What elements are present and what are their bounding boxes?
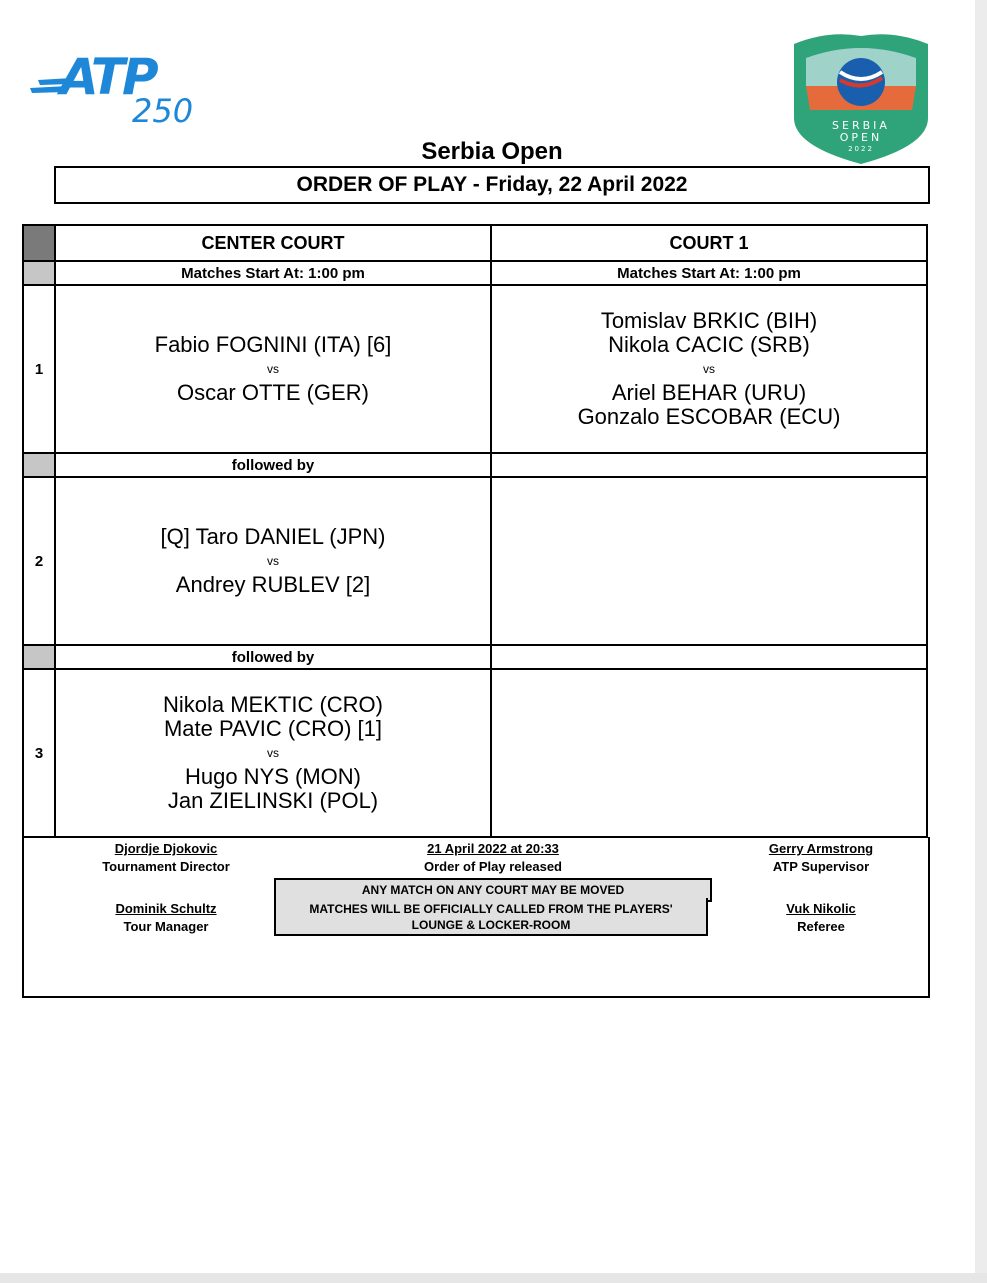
referee — [718, 901, 924, 934]
match-number: 1 — [23, 285, 55, 453]
release-label: Order of Play released — [423, 859, 562, 874]
start-time-court1: Matches Start At: 1:00 pm — [491, 261, 927, 285]
order-of-play-table — [22, 224, 928, 838]
player-name: Fabio FOGNINI (ITA) [6] — [154, 332, 392, 357]
atp-supervisor — [718, 841, 924, 874]
start-time-row — [23, 261, 927, 285]
page-edge-right — [975, 0, 987, 1283]
match-cell-center — [55, 477, 491, 645]
official-name: Vuk Nikolic — [786, 901, 856, 916]
match-row-2 — [23, 477, 927, 645]
court-name-court1: COURT 1 — [491, 225, 927, 261]
match-number: 3 — [23, 669, 55, 837]
official-role: ATP Supervisor — [772, 859, 870, 874]
followed-by-row — [23, 453, 927, 477]
vs-label: vs — [267, 554, 279, 568]
followed-by-label: followed by — [55, 645, 491, 669]
empty-cell — [491, 477, 927, 645]
vs-label: vs — [703, 362, 715, 376]
player-name: Nikola CACIC (SRB) — [608, 332, 810, 357]
notice-text: LOUNGE & LOCKER-ROOM — [411, 918, 571, 932]
atp-wordmark: ATP — [60, 48, 156, 106]
match-row-1 — [23, 285, 927, 453]
player-name: Hugo NYS (MON) — [184, 764, 362, 789]
followed-by-label: followed by — [55, 453, 491, 477]
empty-cell — [491, 645, 927, 669]
corner-cell — [23, 225, 55, 261]
tournament-title: Serbia Open — [421, 138, 563, 165]
logo-text-open: OPEN — [839, 131, 883, 144]
player-name: Tomislav BRKIC (BIH) — [600, 308, 818, 333]
row-marker — [23, 453, 55, 477]
atp-250-logo — [28, 40, 204, 126]
match-cell-center — [55, 669, 491, 837]
notice-called — [274, 898, 708, 936]
officials-footer — [22, 837, 930, 998]
atp-tier: 250 — [132, 92, 194, 126]
player-name: Andrey RUBLEV [2] — [175, 572, 371, 597]
followed-by-row — [23, 645, 927, 669]
official-role: Referee — [797, 919, 845, 934]
official-name: Gerry Armstrong — [768, 841, 874, 856]
row-marker — [23, 645, 55, 669]
player-name: Ariel BEHAR (URU) — [611, 380, 807, 405]
tournament-director — [64, 841, 268, 874]
vs-label: vs — [267, 746, 279, 760]
match-cell-center — [55, 285, 491, 453]
player-name: Gonzalo ESCOBAR (ECU) — [577, 404, 841, 429]
player-name: Mate PAVIC (CRO) [1] — [163, 716, 382, 741]
player-name: Oscar OTTE (GER) — [177, 380, 369, 405]
order-of-play-title: ORDER OF PLAY - Friday, 22 April 2022 — [54, 166, 930, 204]
logo-text-serbia: SERBIA — [832, 119, 890, 132]
match-number: 2 — [23, 477, 55, 645]
match-row-3 — [23, 669, 927, 837]
notice-text: MATCHES WILL BE OFFICIALLY CALLED FROM THE PLAYERS' — [309, 902, 673, 916]
notice-text: ANY MATCH ON ANY COURT MAY BE MOVED — [361, 883, 625, 897]
start-time-center: Matches Start At: 1:00 pm — [55, 261, 491, 285]
logo-text-year: 2022 — [848, 145, 874, 153]
official-name: Djordje Djokovic — [114, 841, 218, 856]
release-info — [274, 841, 712, 874]
empty-cell — [491, 669, 927, 837]
match-cell-court1 — [491, 285, 927, 453]
player-name: Nikola MEKTIC (CRO) — [162, 692, 383, 717]
official-role: Tour Manager — [123, 919, 209, 934]
court-header-row — [23, 225, 927, 261]
vs-label: vs — [267, 362, 279, 376]
court-name-center: CENTER COURT — [55, 225, 491, 261]
official-role: Tournament Director — [102, 859, 230, 874]
empty-cell — [491, 453, 927, 477]
page-edge-bottom — [0, 1273, 987, 1283]
official-name: Dominik Schultz — [115, 901, 217, 916]
player-name: Jan ZIELINSKI (POL) — [167, 788, 379, 813]
row-marker — [23, 261, 55, 285]
release-date: 21 April 2022 at 20:33 — [427, 841, 559, 856]
player-name: [Q] Taro DANIEL (JPN) — [160, 524, 386, 549]
tour-manager — [64, 901, 268, 934]
